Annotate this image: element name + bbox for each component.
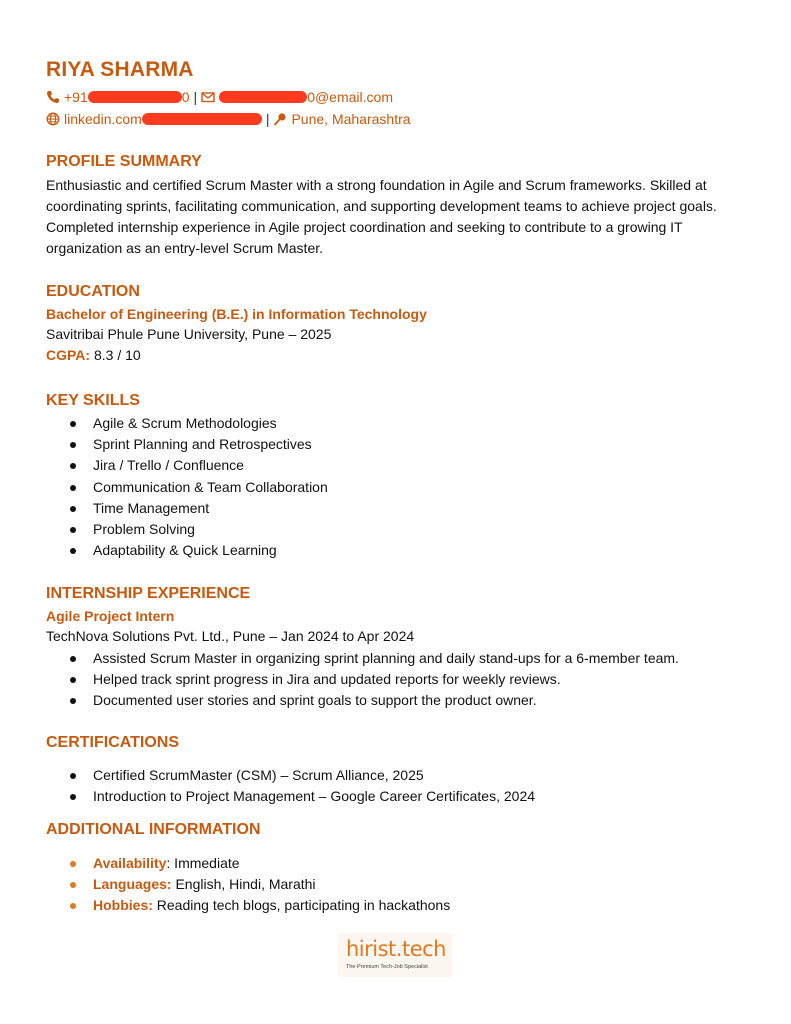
section-heading-education: EDUCATION xyxy=(46,283,140,300)
internship-role: Agile Project Intern xyxy=(46,608,175,624)
contact-line-phone-email xyxy=(46,89,393,105)
separator: | xyxy=(265,111,270,127)
info-label: Languages: xyxy=(93,876,172,893)
list-item: Helped track sprint progress in Jira and updated reports for weekly reviews. xyxy=(46,669,679,690)
section-heading-profile: PROFILE SUMMARY xyxy=(46,153,202,170)
pin-icon xyxy=(273,112,287,126)
list-item xyxy=(46,874,450,895)
cgpa-value: 8.3 / 10 xyxy=(93,347,141,363)
info-value: Immediate xyxy=(170,855,240,871)
logo-brand: hirist.tech xyxy=(346,937,446,961)
logo-tagline: The Premium Tech-Job Specialist xyxy=(346,964,428,970)
list-item: Communication & Team Collaboration xyxy=(46,477,328,498)
email-address[interactable]: 0@email.com xyxy=(219,89,393,105)
phone-icon xyxy=(46,90,60,104)
profile-summary-text: Enthusiastic and certified Scrum Master with a strong foundation in Agile and Scrum frameworks. Skilled at coordinating sprints, facilitating communication, and supporting development teams to achieve project goals. Completed internship experience in Agile project coordination and seeking to contribute to a growing IT organization as an entry-level Scrum Master. xyxy=(46,177,717,256)
list-item: Introduction to Project Management – Google Career Certificates, 2024 xyxy=(46,786,535,807)
list-item: Problem Solving xyxy=(46,519,328,540)
list-item: Sprint Planning and Retrospectives xyxy=(46,434,328,455)
section-heading-skills: KEY SKILLS xyxy=(46,392,140,409)
linkedin-link[interactable]: linkedin.com xyxy=(64,111,262,127)
globe-icon xyxy=(46,112,60,126)
redaction-mark xyxy=(88,91,182,103)
list-item: Assisted Scrum Master in organizing sprint planning and daily stand-ups for a 6-member team. xyxy=(46,648,679,669)
skills-list xyxy=(46,413,328,561)
internship-points xyxy=(46,648,679,712)
list-item: Adaptability & Quick Learning xyxy=(46,540,328,561)
cgpa xyxy=(46,347,141,363)
hirist-logo xyxy=(338,933,452,977)
internship-company: TechNova Solutions Pvt. Ltd., Pune – Jan 2024 to Apr 2024 xyxy=(46,628,415,644)
envelope-icon xyxy=(201,90,215,104)
section-heading-additional: ADDITIONAL INFORMATION xyxy=(46,821,261,838)
cgpa-label: CGPA: xyxy=(46,347,91,363)
info-label: Hobbies: xyxy=(93,897,153,914)
section-heading-certifications: CERTIFICATIONS xyxy=(46,734,180,751)
list-item: Jira / Trello / Confluence xyxy=(46,455,328,476)
additional-info-list xyxy=(46,853,450,917)
candidate-name: RIYA SHARMA xyxy=(46,58,194,81)
phone-number[interactable]: +91 0 xyxy=(64,89,190,105)
info-value: Reading tech blogs, participating in hackathons xyxy=(152,897,451,914)
list-item xyxy=(46,895,450,916)
separator: | xyxy=(193,89,198,105)
list-item: Certified ScrumMaster (CSM) – Scrum Alliance, 2025 xyxy=(46,765,535,786)
redaction-mark xyxy=(142,113,262,125)
redaction-mark xyxy=(219,91,307,103)
certifications-list xyxy=(46,765,535,807)
degree-title: Bachelor of Engineering (B.E.) in Information Technology xyxy=(46,306,427,322)
info-value: English, Hindi, Marathi xyxy=(171,876,316,893)
location: Pune, Maharashtra xyxy=(291,111,411,127)
university: Savitribai Phule Pune University, Pune – 2025 xyxy=(46,326,332,342)
list-item: Documented user stories and sprint goals to support the product owner. xyxy=(46,690,679,711)
list-item: Availability: Immediate xyxy=(46,853,450,874)
contact-line-linkedin-location xyxy=(46,111,411,127)
list-item: Agile & Scrum Methodologies xyxy=(46,413,328,434)
info-label: Availability xyxy=(93,855,167,871)
section-heading-internship: INTERNSHIP EXPERIENCE xyxy=(46,585,251,602)
list-item: Time Management xyxy=(46,498,328,519)
